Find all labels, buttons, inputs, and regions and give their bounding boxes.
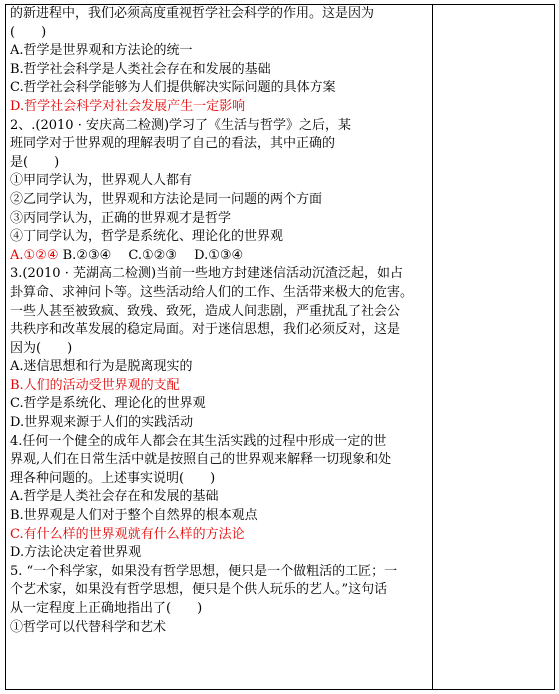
- text-line: 共秩序和改革发展的稳定局面。对于迷信思想，我们必须反对，这是: [10, 322, 401, 338]
- text-line: 一些人甚至被致疯、致残、致死，造成人间悲剧，严重扰乱了社会公: [10, 303, 401, 319]
- text-line: 卦算命、求神问卜等。这些活动给人们的工作、生活带来极大的危害。: [10, 284, 414, 300]
- text-line: 是( ): [10, 154, 60, 170]
- text-line: B.哲学社会科学是人类社会存在和发展的基础: [10, 61, 271, 77]
- text-line: A.哲学是世界观和方法论的统一: [10, 43, 193, 59]
- text-line: 从一定程度上正确地指出了( ): [10, 601, 203, 616]
- empty-answer-cell: [433, 5, 554, 689]
- text-line: ①甲同学认为，世界观人人都有: [10, 173, 193, 189]
- text-line: 界观,人们在日常生活中就是按照自己的世界观来解释一切现象和处: [10, 452, 392, 468]
- document-table: [5, 4, 555, 690]
- text-line: ②乙同学认为，世界观和方法论是同一问题的两个方面: [10, 191, 323, 207]
- text-line: 3.(2010 · 芜湖高二检测)当前一些地方封建迷信活动沉渣泛起，如占: [10, 266, 404, 282]
- text-line: C.有什么样的世界观就有什么样的方法论: [10, 526, 245, 542]
- text-line: C.哲学社会科学能够为人们提供解决实际问题的具体方案: [10, 80, 336, 96]
- text-segment: A.①②④: [10, 247, 59, 263]
- text-line: [10, 247, 428, 266]
- text-line: D.方法论决定着世界观: [10, 545, 142, 561]
- text-line: ①哲学可以代替科学和艺术: [10, 619, 167, 635]
- text-segment: B.②③④ C.①②③ D.①③④: [58, 247, 244, 263]
- text-line: D.哲学社会科学对社会发展产生一定影响: [10, 98, 246, 114]
- text-line: 的新进程中，我们必须高度重视哲学社会科学的作用。这是因为: [10, 6, 375, 21]
- text-line: B.人们的活动受世界观的支配: [10, 377, 180, 393]
- text-line: C.哲学是系统化、理论化的世界观: [10, 396, 206, 412]
- text-line: B.世界观是人们对于整个自然界的根本观点: [10, 508, 258, 524]
- text-line: 4.任何一个健全的成年人都会在其生活实践的过程中形成一定的世: [10, 433, 387, 449]
- text-line: D.世界观来源于人们的实践活动: [10, 415, 194, 431]
- text-line: 班同学对于世界观的理解表明了自己的看法，其中正确的: [10, 136, 336, 152]
- text-line: 5. “一个科学家，如果没有哲学思想，便只是一个做粗活的工匠；一: [10, 563, 398, 579]
- text-line: 理各种问题的。上述事实说明( ): [10, 470, 216, 486]
- text-line: ③丙同学认为，正确的世界观才是哲学: [10, 210, 232, 226]
- text-line: A.哲学是人类社会存在和发展的基础: [10, 489, 219, 505]
- text-line: ④丁同学认为，哲学是系统化、理论化的世界观: [10, 229, 284, 245]
- text-line: 因为( ): [10, 340, 73, 356]
- text-line: 2、.(2010 · 安庆高二检测)学习了《生活与哲学》之后，某: [10, 117, 352, 133]
- text-line: 个艺术家，如果没有哲学思想，便只是个供人玩乐的艺人。”这句话: [10, 582, 388, 598]
- text-line: ( ): [10, 24, 47, 40]
- question-cell: [10, 5, 428, 637]
- text-line: A.迷信思想和行为是脱离现实的: [10, 359, 193, 375]
